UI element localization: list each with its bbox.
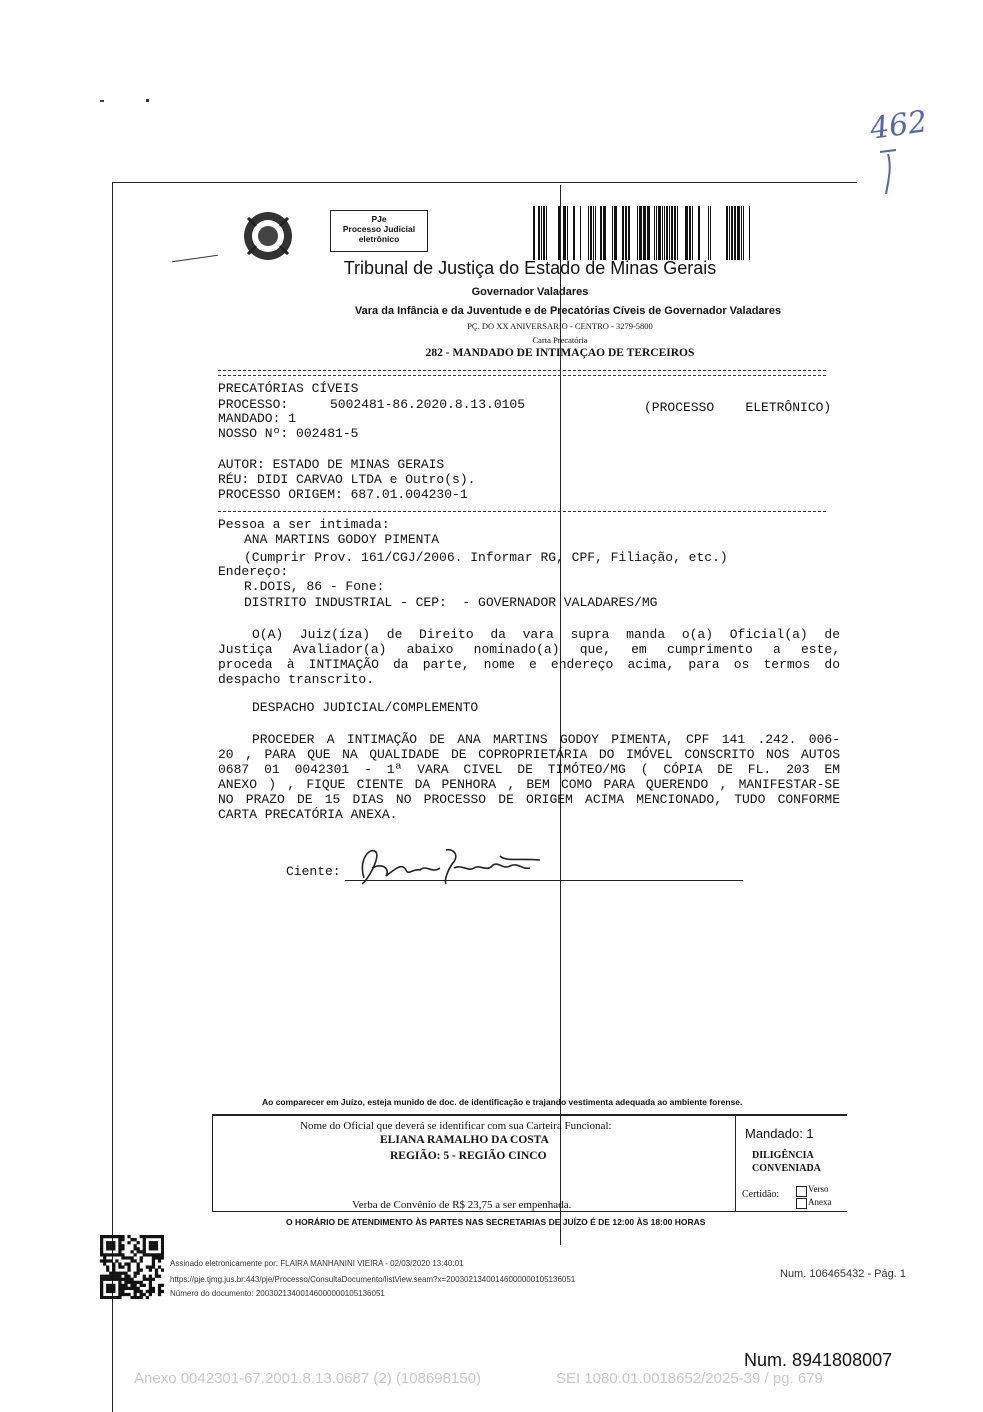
scan-mark (172, 255, 218, 262)
pje-stamp-line: PJe (371, 214, 387, 224)
scan-speck (146, 99, 149, 102)
despacho-title: DESPACHO JUDICIAL/COMPLEMENTO (252, 700, 479, 715)
officer-table-divider (735, 1116, 736, 1212)
anexa-checkbox[interactable] (796, 1198, 807, 1209)
address-label: Endereço: (218, 564, 289, 579)
order-line: Justiça Avaliador(a) abaixo nominado(a) que, em cumprimento a este, (218, 642, 840, 657)
processo-type: (PROCESSO ELETRÔNICO) (644, 400, 832, 415)
processo-label: PROCESSO: (218, 397, 289, 412)
processo-number: 5002481-86.2020.8.13.0105 (330, 397, 526, 412)
anexa-label: Anexa (808, 1197, 832, 1207)
signature-info-line: Assinado eletronicamente por: FLAIRA MANHANINI VIEIRA - 02/03/2020 13:40:01 (170, 1259, 464, 1268)
diligencia-line: CONVENIADA (752, 1163, 821, 1174)
left-frame-line (112, 182, 113, 1412)
qr-code (100, 1235, 164, 1299)
office-hours-notice: O HORÁRIO DE ATENDIMENTO ÀS PARTES NAS SECRETARIAS DE JUÍZO É DE 12:00 ÀS 18:00 HORAS (286, 1217, 706, 1227)
mandado-number: MANDADO: 1 (218, 411, 297, 426)
order-line: proceda à INTIMAÇÃO da parte, nome e endereço acima, para os termos do (218, 657, 840, 672)
verso-checkbox[interactable] (796, 1186, 807, 1197)
despacho-line: ANEXO ) , FIQUE CIENTE DA PENHORA , BEM COMO PARA QUERENDO , MANIFESTAR-SE (218, 777, 840, 792)
officer-name: ELIANA RAMALHO DA COSTA (380, 1134, 549, 1146)
num-stamp: Num. 8941808007 (744, 1350, 893, 1370)
barcode (533, 206, 753, 260)
court-name: Tribunal de Justiça do Estado de Minas Gerais (343, 258, 717, 278)
officer-label: Nome do Oficial que deverá se identificar com sua Carteira Funcional: (300, 1120, 612, 1132)
verso-label: Verso (808, 1184, 829, 1194)
case-category: PRECATÓRIAS CÍVEIS (218, 381, 359, 396)
origem-line: PROCESSO ORIGEM: 687.01.004230-1 (218, 487, 468, 502)
autor-line: AUTOR: ESTADO DE MINAS GERAIS (218, 457, 445, 472)
annex-stamp: Anexo 0042301-67.2001.8.13.0687 (2) (108698150) (134, 1370, 481, 1387)
folio-annotation (866, 104, 930, 198)
address-line: DISTRITO INDUSTRIAL - CEP: - GOVERNADOR VALADARES/MG (244, 595, 658, 610)
pje-stamp-line: eletrônico (358, 234, 400, 244)
despacho-line: CARTA PRECATÓRIA ANEXA. (218, 807, 398, 822)
reu-line: RÉU: DIDI CARVAO LTDA e Outro(s). (218, 472, 476, 487)
signature-url[interactable]: https://pje.tjmg.jus.br:443/pje/Processo/ConsultaDocumento/listView.seam?x=20030213400146000000105136051 (170, 1275, 576, 1284)
address-line: R.DOIS, 86 - Fone: (244, 579, 385, 594)
pje-stamp-line: Processo Judicial (342, 224, 416, 234)
court-division: Vara da Infância e da Juventude e de Precatórias Cíveis de Governador Valadares (354, 305, 782, 317)
coat-of-arms-icon (238, 208, 298, 269)
court-city: Governador Valadares (471, 286, 589, 298)
scan-speck (100, 100, 104, 102)
order-line: despacho transcrito. (218, 672, 375, 687)
document-title: 282 - MANDADO DE INTIMAÇAO DE TERCEIROS (425, 347, 695, 359)
dashed-separator (218, 370, 826, 371)
document-number: Número do documento: 20030213400146000000105136051 (170, 1289, 385, 1298)
verba-text: Verba de Convênio de R$ 23,75 a ser empenhada. (352, 1199, 572, 1211)
document-type: Carta Precatória (532, 335, 588, 345)
mandado-box-label: Mandado: 1 (745, 1126, 814, 1141)
dashed-separator (218, 511, 826, 512)
person-name: ANA MARTINS GODOY PIMENTA (244, 532, 440, 547)
nosso-number: NOSSO Nº: 002481-5 (218, 426, 359, 441)
dashed-separator (218, 375, 826, 376)
ciente-label: Ciente: (286, 864, 341, 879)
order-line: O(A) Juiz(íza) de Direito da vara supra manda o(a) Oficial(a) de (252, 627, 840, 642)
handwritten-stroke-icon (866, 108, 926, 198)
court-address: PÇ. DO XX ANIVERSARIO - CENTRO - 3279-5800 (467, 321, 653, 331)
diligencia-line: DILIGÊNCIA (752, 1150, 814, 1161)
certidao-label: Certidão: (742, 1189, 780, 1200)
despacho-line: PROCEDER A INTIMAÇÃO DE ANA MARTINS GODOY PIMENTA, CPF 141 .242. 006- (252, 732, 840, 747)
pje-stamp-box (330, 210, 428, 252)
despacho-line: NO PRAZO DE 15 DIAS NO PROCESSO DE ORIGEM ACIMA MENCIONADO, TUDO CONFORME (218, 792, 840, 807)
officer-region: REGIÃO: 5 - REGIÃO CINCO (390, 1150, 547, 1162)
despacho-line: 0687 01 0042301 - 1ª VARA CIVEL DE TIMÓTEO/MG ( CÓPIA DE FL. 203 EM (218, 762, 840, 777)
sei-stamp: SEI 1080.01.0018652/2025-39 / pg. 679 (556, 1370, 823, 1387)
handwritten-signature-icon (350, 840, 560, 895)
despacho-line: 20 , PARA QUE NA QUALIDADE DE COPROPRIETÁRIA DO IMÓVEL CONSCRITO NOS AUTOS (218, 747, 840, 762)
page-reference: Num. 106465432 - Pág. 1 (780, 1268, 906, 1280)
person-label: Pessoa a ser intimada: (218, 517, 390, 532)
top-frame-line (112, 182, 857, 183)
person-instruction: (Cumprir Prov. 161/CGJ/2006. Informar RG, CPF, Filiação, etc.) (244, 550, 728, 565)
attire-notice: Ao comparecer em Juízo, esteja munido de doc. de identificação e trajando vestimenta adequada ao ambiente forense. (262, 1097, 743, 1107)
folio-number: 462 (867, 104, 930, 147)
